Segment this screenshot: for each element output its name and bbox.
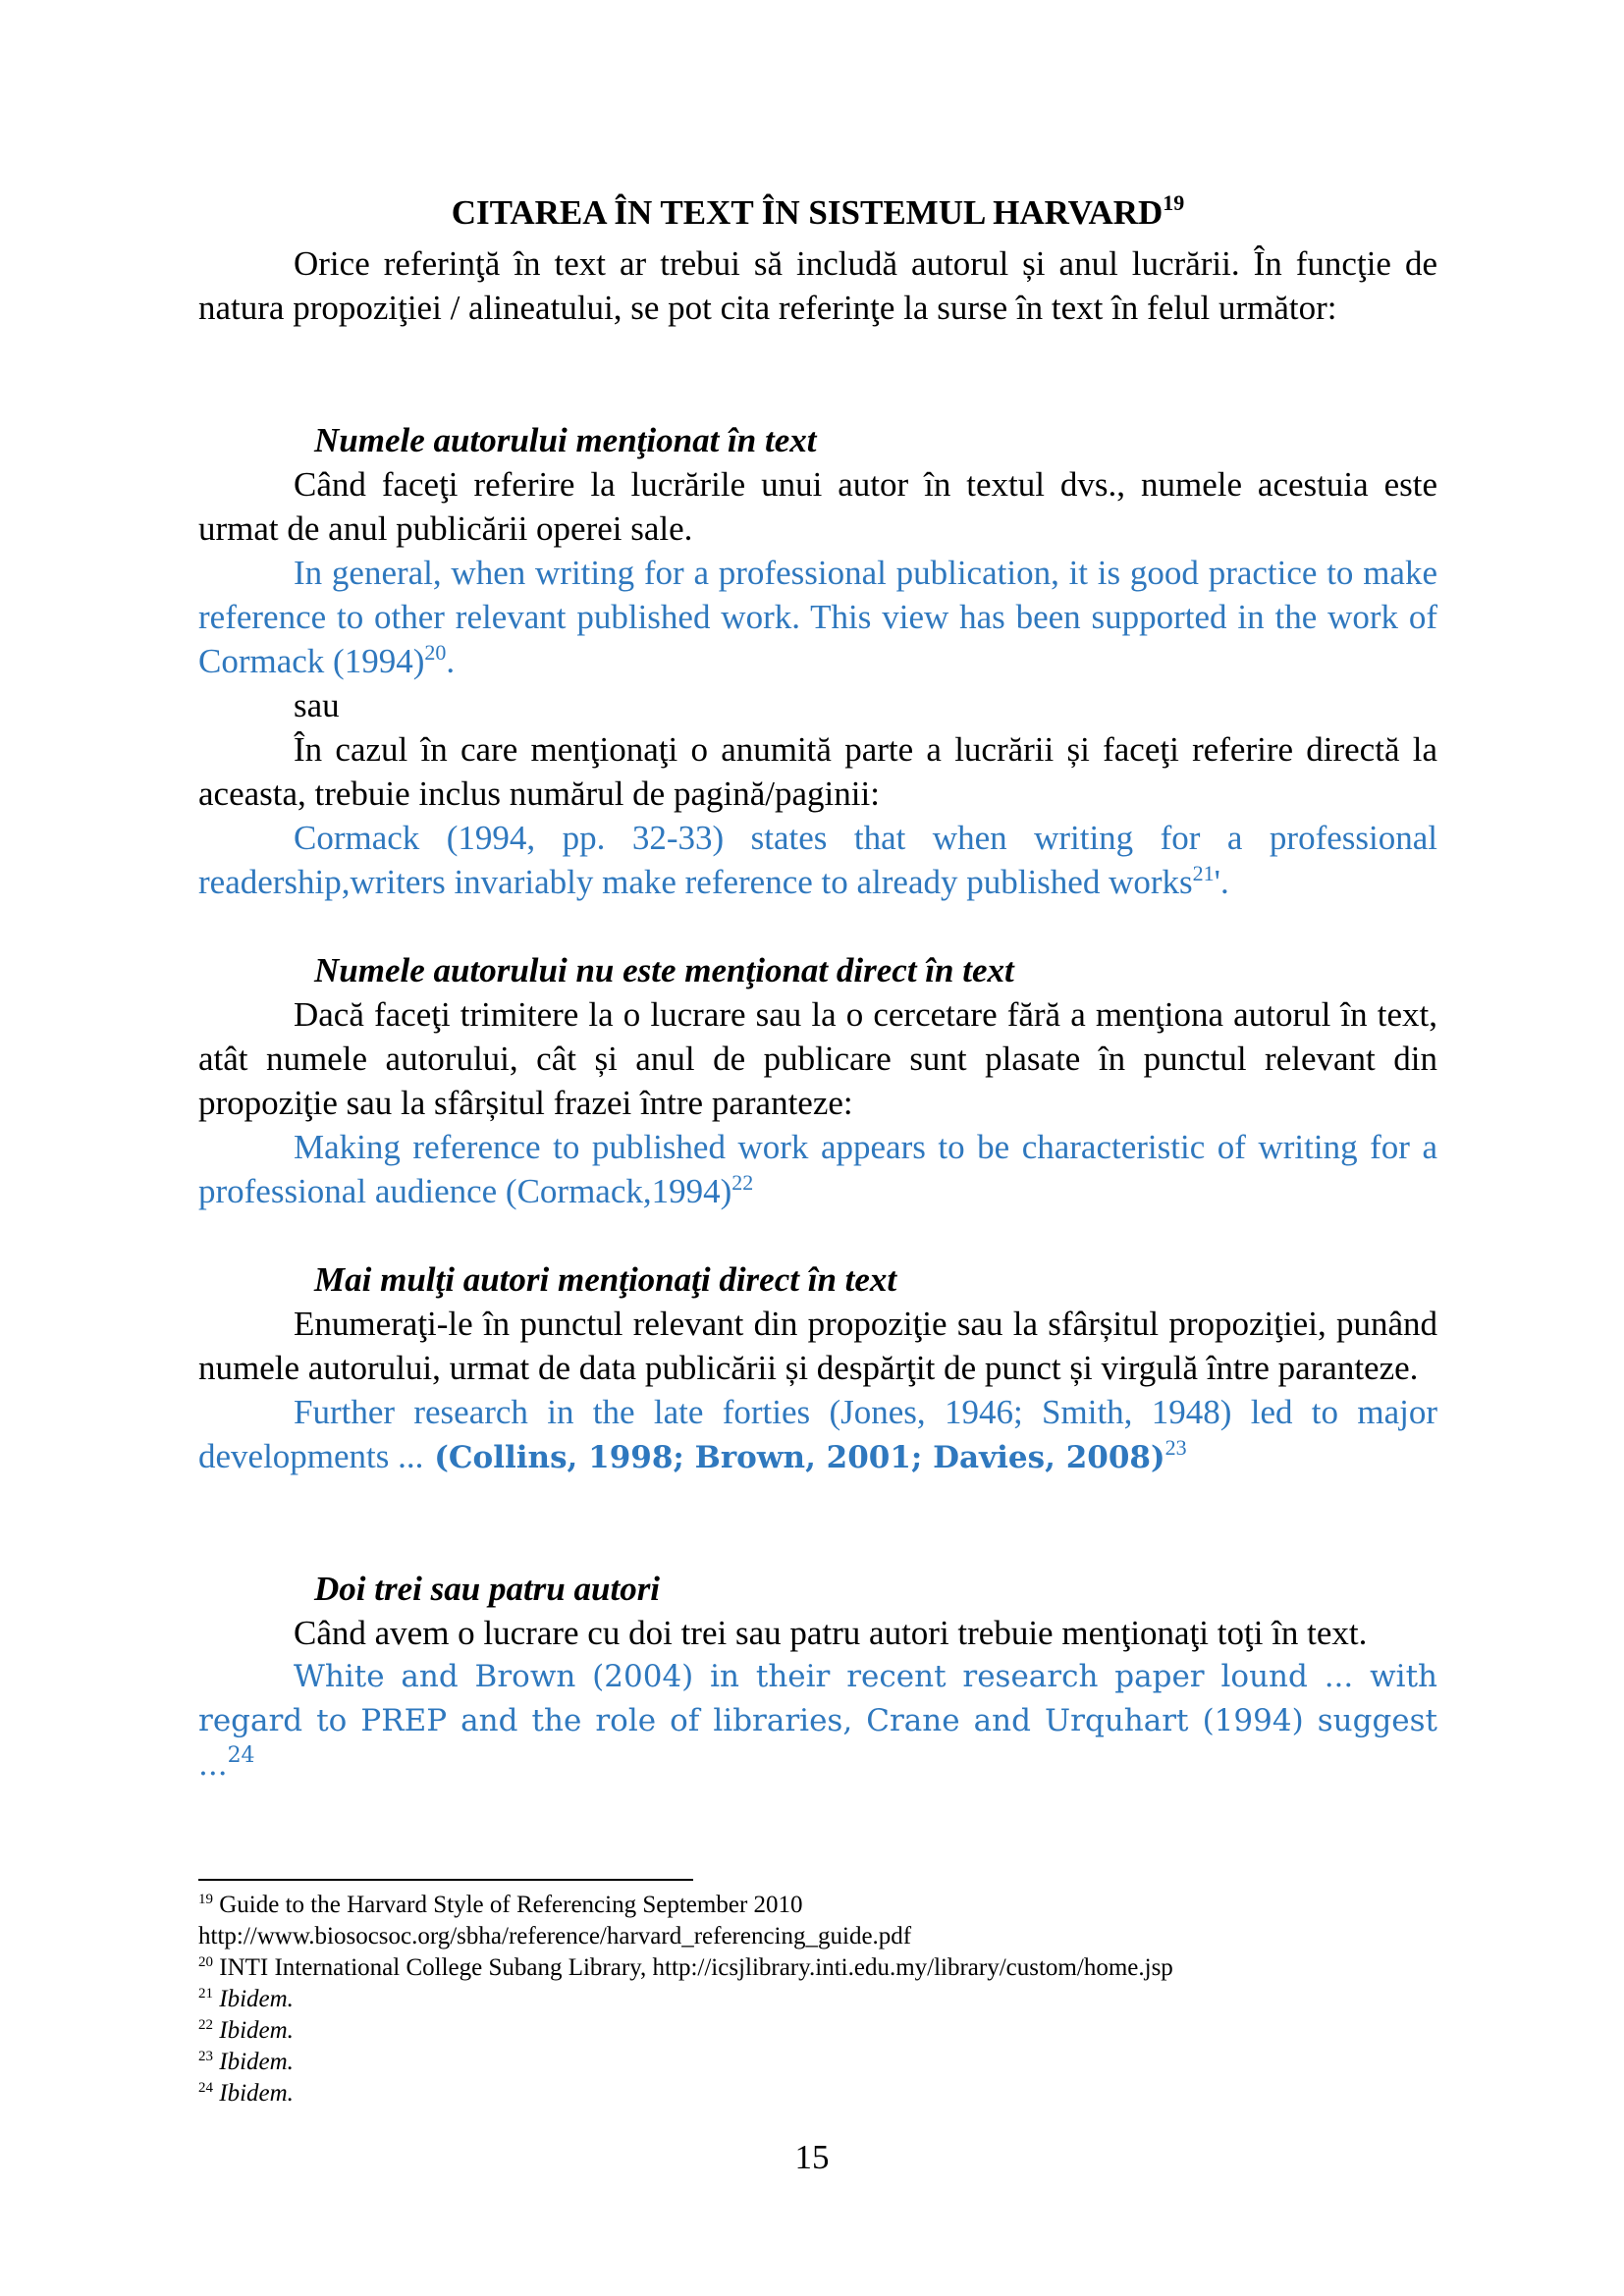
footnote-21 <box>198 1984 1437 2015</box>
footnote-23 <box>198 2047 1437 2078</box>
footnote-text: INTI International College Subang Library, http://icsjlibrary.inti.edu.my/library/custom/home.jsp <box>219 1954 1173 1981</box>
section-3 <box>198 1257 1437 1480</box>
footnote-ref-19: 19 <box>1163 190 1185 215</box>
example-bold-citation: (Collins, 1998; Brown, 2001; Davies, 2008) <box>423 1440 1165 1475</box>
example-text: In general, when writing for a professional publication, it is good practice to make reference to other relevant published work. This view has been supported in the work of Cormack (1994) <box>198 554 1437 680</box>
title-text: CITAREA ÎN TEXT ÎN SISTEMUL HARVARD <box>451 193 1164 232</box>
footnote-text: Ibidem. <box>219 2017 294 2044</box>
section-heading: Mai mulţi autori menţionaţi direct în text <box>314 1260 897 1299</box>
section-heading: Numele autorului menţionat în text <box>314 421 817 459</box>
footnote-number: 19 <box>198 1892 213 1907</box>
footnote-text: Ibidem. <box>219 2080 294 2107</box>
section-2 <box>198 948 1437 1213</box>
section-1 <box>198 418 1437 904</box>
footnote-ref-20: 20 <box>424 640 447 665</box>
footnote-number: 20 <box>198 1954 213 1970</box>
footnote-19 <box>198 1890 1437 1921</box>
footnote-24 <box>198 2078 1437 2109</box>
footnote-text: Guide to the Harvard Style of Referencing September 2010 <box>219 1892 803 1918</box>
or-separator: sau <box>294 686 340 724</box>
example-tail: '. <box>1214 863 1229 901</box>
footnote-19-link[interactable]: http://www.biosocsoc.org/sbha/reference/harvard_referencing_guide.pdf <box>198 1923 912 1949</box>
footnote-number: 22 <box>198 2017 213 2033</box>
footnotes <box>198 1890 1437 2109</box>
section-body-2: În cazul în care menţionaţi o anumită parte a lucrării și faceţi referire directă la aceasta, trebuie inclus numărul de pagină/paginii: <box>198 730 1437 813</box>
footnote-ref-21: 21 <box>1192 861 1215 885</box>
footnote-text: Ibidem. <box>219 1986 294 2012</box>
example-text: Cormack (1994, pp. 32-33) states that when writing for a professional readership,writers invariably make reference to already published works <box>198 819 1437 901</box>
example-text: White and Brown (2004) in their recent research paper lound ... with regard to PREP and the role of libraries, Crane and Urquhart (1994) suggest ... <box>198 1659 1437 1783</box>
footnote-number: 24 <box>198 2080 213 2096</box>
section-heading: Doi trei sau patru autori <box>314 1570 661 1608</box>
example-citation <box>198 1655 1437 1788</box>
intro-paragraph: Orice referinţă în text ar trebui să includă autorul și anul lucrării. În funcţie de natura propoziţiei / alineatului, se pot cita referinţe la surse în text în felul următor: <box>198 244 1437 327</box>
footnote-number: 21 <box>198 1986 213 2002</box>
footnote-number: 23 <box>198 2049 213 2064</box>
footnote-text: Ibidem. <box>219 2049 294 2075</box>
example-citation <box>198 1390 1437 1480</box>
example-text: Making reference to published work appears to be characteristic of writing for a professional audience (Cormack,1994) <box>198 1128 1437 1210</box>
footnote-separator <box>198 1879 693 1881</box>
page-title <box>198 192 1437 234</box>
page-number: 15 <box>794 2138 830 2176</box>
section-heading: Numele autorului nu este menţionat direct în text <box>314 951 1014 989</box>
example-citation-2 <box>198 816 1437 904</box>
footnote-ref-23: 23 <box>1164 1435 1187 1460</box>
section-body: Enumeraţi-le în punctul relevant din propoziţie sau la sfârșitul propoziţiei, punând numele autorului, urmat de data publicării și despărţit de punct și virgulă între paranteze. <box>198 1305 1437 1387</box>
intro-block <box>198 241 1437 330</box>
footnote-ref-24: 24 <box>227 1743 255 1768</box>
section-4 <box>198 1567 1437 1788</box>
section-body: Când avem o lucrare cu doi trei sau patru autori trebuie menţionaţi toţi în text. <box>294 1614 1368 1652</box>
footnote-20 <box>198 1952 1437 1984</box>
example-citation <box>198 1125 1437 1213</box>
footnote-22 <box>198 2015 1437 2047</box>
section-body: Când faceţi referire la lucrările unui autor în textul dvs., numele acestuia este urmat de anul publicării operei sale. <box>198 465 1437 548</box>
footnote-ref-22: 22 <box>731 1170 754 1195</box>
section-body: Dacă faceţi trimitere la o lucrare sau la o cercetare fără a menţiona autorul în text, atât numele autorului, cât și anul de publicare sunt plasate în punctul relevant din propoziţie sau la sfârșitul frazei între paranteze: <box>198 995 1437 1122</box>
example-tail: . <box>446 642 456 680</box>
example-text: Further research in the late forties (Jones, 1946; Smith, 1948) led to major developments ... <box>198 1393 1437 1475</box>
example-citation <box>198 551 1437 683</box>
